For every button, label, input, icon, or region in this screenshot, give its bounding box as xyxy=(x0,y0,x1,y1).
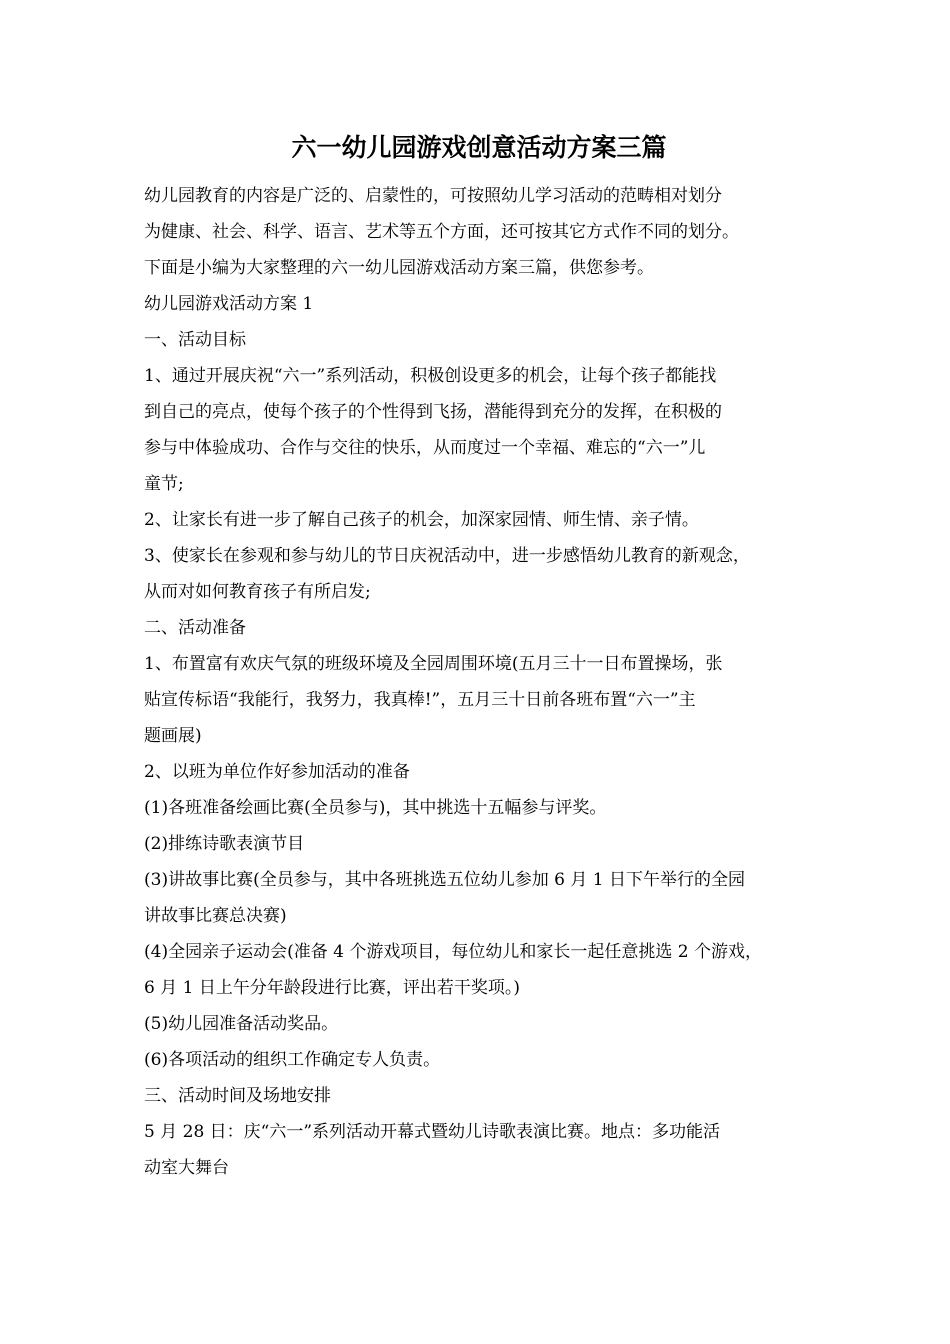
paragraph xyxy=(144,610,814,646)
text-line: 1、通过开展庆祝“六一”系列活动，积极创设更多的机会，让每个孩子都能找 xyxy=(144,366,717,386)
text-line: 6 月 1 日上午分年龄段进行比赛，评出若干奖项。) xyxy=(144,978,520,998)
text-line: 到自己的亮点，使每个孩子的个性得到飞扬，潜能得到充分的发挥，在积极的 xyxy=(144,402,722,422)
paragraph xyxy=(144,1006,814,1042)
text-line: 动室大舞台 xyxy=(144,1158,229,1178)
text-line: 下面是小编为大家整理的六一幼儿园游戏活动方案三篇，供您参考。 xyxy=(144,258,654,278)
text-line: (3)讲故事比赛(全员参与，其中各班挑选五位幼儿参加 6 月 1 日下午举行的全园 xyxy=(144,870,745,890)
paragraph xyxy=(144,826,814,862)
text-line: 从而对如何教育孩子有所启发; xyxy=(144,582,371,602)
text-line: 二、活动准备 xyxy=(144,618,246,638)
paragraph xyxy=(144,934,814,1006)
document-body xyxy=(144,178,814,1186)
paragraph xyxy=(144,286,814,322)
text-line: (1)各班准备绘画比赛(全员参与)，其中挑选十五幅参与评奖。 xyxy=(144,798,607,818)
paragraph xyxy=(144,862,814,934)
text-line: (6)各项活动的组织工作确定专人负责。 xyxy=(144,1050,441,1070)
text-line: 幼儿园教育的内容是广泛的、启蒙性的，可按照幼儿学习活动的范畴相对划分 xyxy=(144,186,722,206)
text-line: 三、活动时间及场地安排 xyxy=(144,1086,331,1106)
paragraph xyxy=(144,1078,814,1114)
paragraph xyxy=(144,322,814,358)
paragraph xyxy=(144,178,814,286)
text-line: 贴宣传标语“我能行，我努力，我真棒!”，五月三十日前各班布置“六一”主 xyxy=(144,690,696,710)
paragraph xyxy=(144,1114,814,1186)
text-line: 讲故事比赛总决赛) xyxy=(144,906,287,926)
paragraph xyxy=(144,538,814,610)
document-title: 六一幼儿园游戏创意活动方案三篇 xyxy=(291,133,667,162)
paragraph xyxy=(144,646,814,754)
paragraph xyxy=(144,790,814,826)
text-line: (5)幼儿园准备活动奖品。 xyxy=(144,1014,339,1034)
paragraph xyxy=(144,1042,814,1078)
text-line: 2、让家长有进一步了解自己孩子的机会，加深家园情、师生情、亲子情。 xyxy=(144,510,699,530)
text-line: 3、使家长在参观和参与幼儿的节日庆祝活动中，进一步感悟幼儿教育的新观念， xyxy=(144,546,750,566)
text-line: 5 月 28 日：庆“六一”系列活动开幕式暨幼儿诗歌表演比赛。地点：多功能活 xyxy=(144,1122,721,1142)
paragraph xyxy=(144,754,814,790)
text-line: 参与中体验成功、合作与交往的快乐，从而度过一个幸福、难忘的“六一”儿 xyxy=(144,438,706,458)
paragraph xyxy=(144,358,814,502)
text-line: (4)全园亲子运动会(准备 4 个游戏项目，每位幼儿和家长一起任意挑选 2 个游戏， xyxy=(144,942,762,962)
text-line: 一、活动目标 xyxy=(144,330,246,350)
text-line: 2、以班为单位作好参加活动的准备 xyxy=(144,762,410,782)
paragraph xyxy=(144,502,814,538)
document-page xyxy=(144,128,814,1186)
text-line: 题画展) xyxy=(144,726,202,746)
text-line: 1、布置富有欢庆气氛的班级环境及全园周围环境(五月三十一日布置操场，张 xyxy=(144,654,723,674)
text-line: 幼儿园游戏活动方案 1 xyxy=(144,294,314,314)
text-line: (2)排练诗歌表演节目 xyxy=(144,834,305,854)
text-line: 童节; xyxy=(144,474,184,494)
text-line: 为健康、社会、科学、语言、艺术等五个方面，还可按其它方式作不同的划分。 xyxy=(144,222,739,242)
